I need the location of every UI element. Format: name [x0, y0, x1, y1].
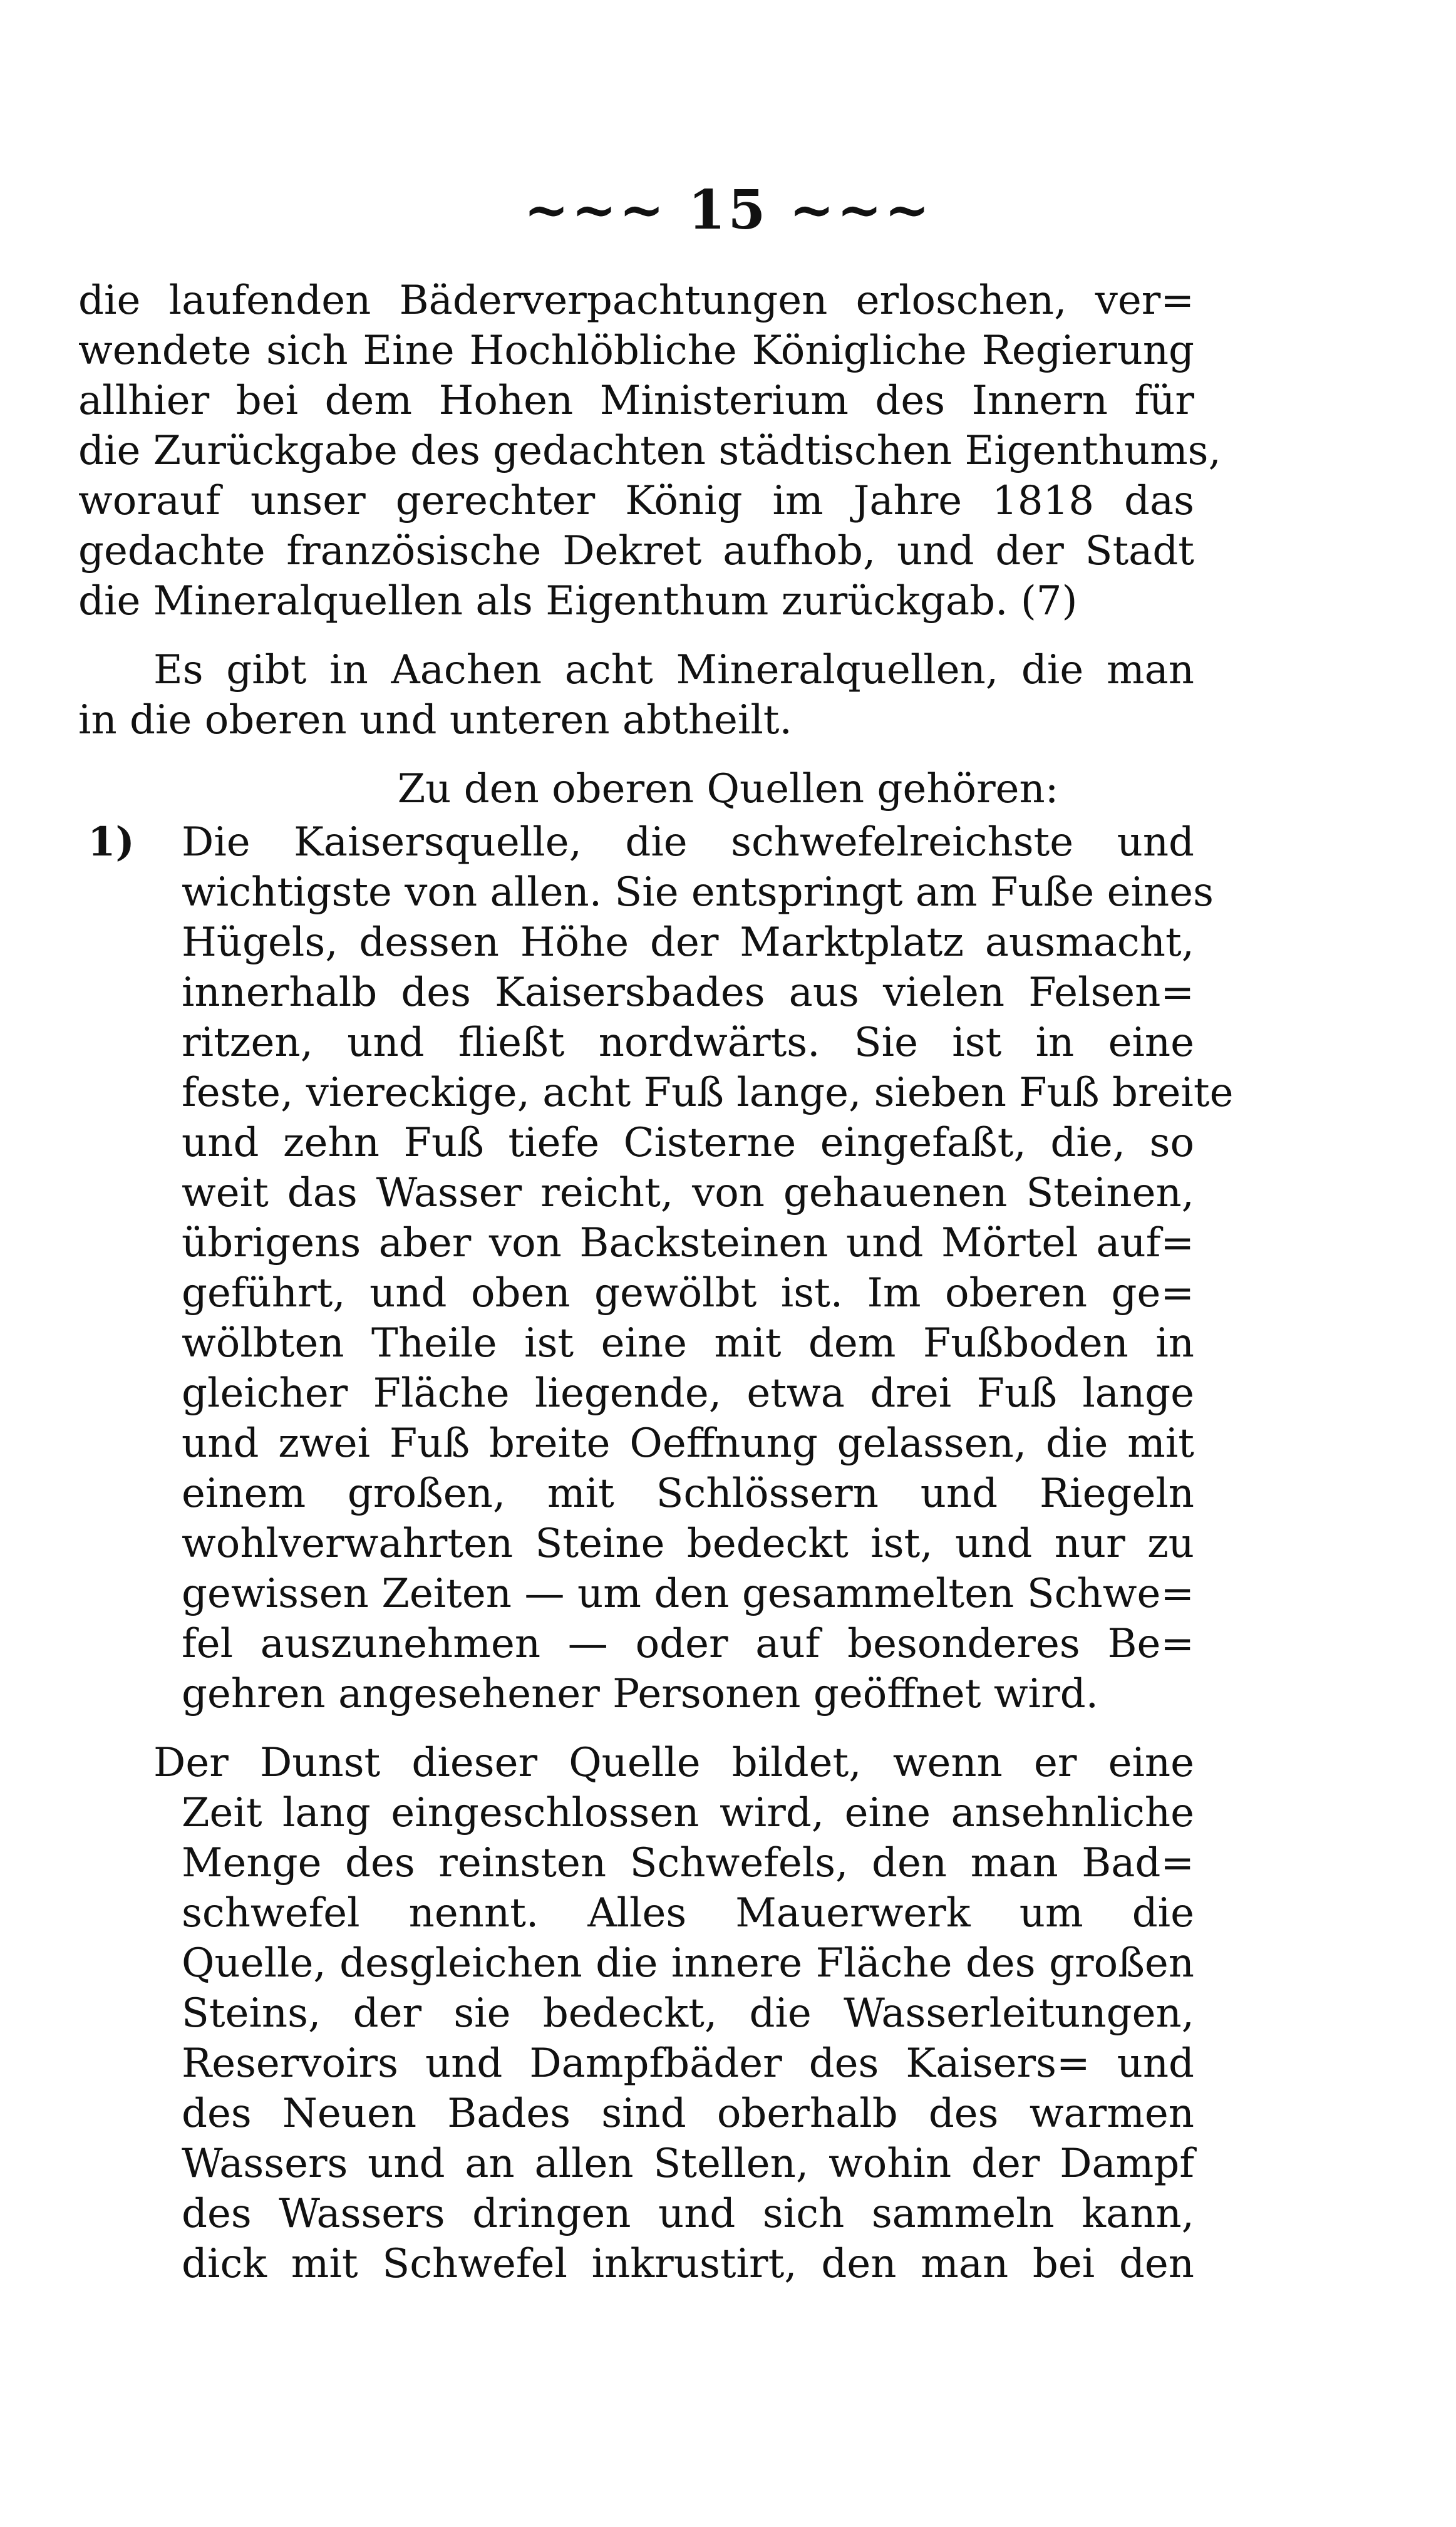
text-line: des Wassers dringen und sich sammeln kann,: [182, 2191, 1194, 2237]
text-line: ritzen, und fließt nordwärts. Sie ist in eine: [182, 1020, 1194, 1066]
text-line: Hügels, dessen Höhe der Marktplatz ausmacht,: [182, 919, 1194, 966]
text-line: die laufenden Bäderverpachtungen erloschen, ver=: [78, 277, 1194, 324]
text-line: Es gibt in Aachen acht Mineralquellen, die man: [153, 647, 1194, 693]
text-line: übrigens aber von Backsteinen und Mörtel auf=: [182, 1220, 1194, 1266]
text-line: in die oberen und unteren abtheilt.: [78, 697, 792, 743]
text-line: worauf unser gerechter König im Jahre 1818 das: [78, 478, 1194, 524]
page-number-header: ~~~ 15 ~~~: [524, 178, 932, 242]
text-line: dick mit Schwefel inkrustirt, den man bei den: [182, 2241, 1194, 2287]
text-line: die Zurückgabe des gedachten städtischen Eigenthums,: [78, 428, 1221, 474]
text-line: gehren angesehener Personen geöffnet wird.: [182, 1671, 1098, 1717]
text-line: Die Kaisersquelle, die schwefelreichste und: [182, 819, 1194, 866]
text-line: Quelle, desgleichen die innere Fläche des großen: [182, 1940, 1194, 1987]
text-line: fel auszunehmen — oder auf besonderes Be=: [182, 1621, 1194, 1667]
text-line: schwefel nennt. Alles Mauerwerk um die: [182, 1890, 1194, 1936]
text-line: allhier bei dem Hohen Ministerium des Innern für: [78, 378, 1194, 424]
text-line: innerhalb des Kaisersbades aus vielen Felsen=: [182, 969, 1194, 1016]
text-line: einem großen, mit Schlössern und Riegeln: [182, 1470, 1194, 1517]
text-line: wendete sich Eine Hochlöbliche Königliche Regierung: [78, 328, 1194, 374]
text-line: die Mineralquellen als Eigenthum zurückgab. (7): [78, 578, 1078, 624]
text-line: feste, viereckige, acht Fuß lange, sieben Fuß breite: [182, 1070, 1234, 1116]
text-line: Der Dunst dieser Quelle bildet, wenn er eine: [153, 1740, 1194, 1786]
text-line: geführt, und oben gewölbt ist. Im oberen ge=: [182, 1270, 1194, 1316]
text-line: Wassers und an allen Stellen, wohin der Dampf: [182, 2141, 1194, 2187]
text-line: und zwei Fuß breite Oeffnung gelassen, die mit: [182, 1420, 1194, 1467]
text-line: Menge des reinsten Schwefels, den man Bad=: [182, 1840, 1194, 1886]
text-line: gewissen Zeiten — um den gesammelten Schwe=: [182, 1571, 1194, 1617]
text-line: des Neuen Bades sind oberhalb des warmen: [182, 2090, 1194, 2137]
text-line: Steins, der sie bedeckt, die Wasserleitungen,: [182, 1990, 1194, 2037]
section-heading: Zu den oberen Quellen gehören:: [397, 766, 1059, 812]
list-item-number: 1): [88, 819, 135, 866]
text-line: Zeit lang eingeschlossen wird, eine ansehnliche: [182, 1790, 1194, 1836]
text-line: gedachte französische Dekret aufhob, und der Stadt: [78, 528, 1194, 574]
text-line: und zehn Fuß tiefe Cisterne eingefaßt, die, so: [182, 1120, 1194, 1166]
text-line: weit das Wasser reicht, von gehauenen Steinen,: [182, 1170, 1194, 1216]
text-line: wohlverwahrten Steine bedeckt ist, und nur zu: [182, 1521, 1194, 1567]
text-line: wölbten Theile ist eine mit dem Fußboden in: [182, 1320, 1194, 1367]
text-line: Reservoirs und Dampfbäder des Kaisers= und: [182, 2040, 1194, 2087]
text-line: wichtigste von allen. Sie entspringt am Fuße eines: [182, 869, 1214, 916]
text-line: gleicher Fläche liegende, etwa drei Fuß lange: [182, 1370, 1194, 1417]
